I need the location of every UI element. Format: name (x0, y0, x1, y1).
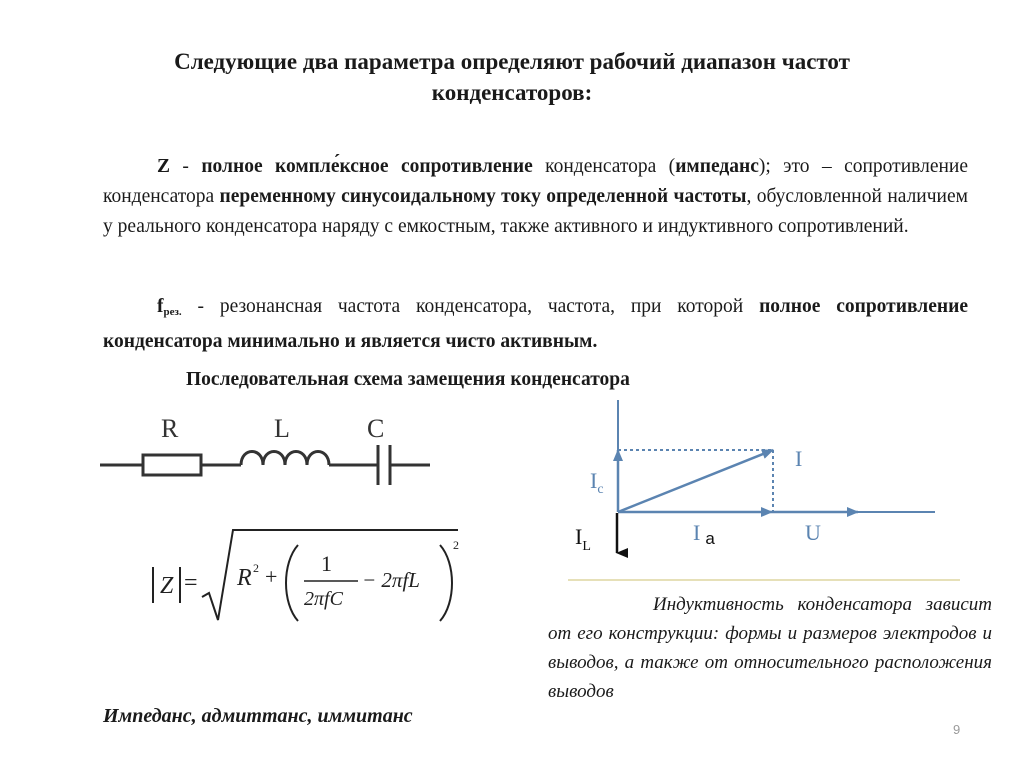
impedance-word: импеданс (675, 156, 759, 177)
i-label: I (795, 446, 803, 471)
equivalent-circuit-diagram (95, 405, 440, 515)
para1-text1: конденсатора ( (532, 156, 676, 177)
capacitor-label: C (367, 414, 385, 443)
slide-title-line1: Следующие два параметра определяют рабочий диапазон частот (174, 49, 850, 74)
f-symbol: f (157, 296, 164, 317)
resistor-symbol (143, 455, 201, 475)
ia-label: I a (693, 520, 715, 548)
formula-r: R (237, 565, 252, 591)
u-label: U (805, 520, 821, 545)
svg-text:+: + (265, 564, 278, 589)
page-number: 9 (953, 722, 961, 737)
vector-diagram (560, 395, 960, 590)
z-symbol: Z (157, 156, 171, 177)
il-label: $I_L$ (575, 524, 591, 554)
slide-title (60, 46, 964, 108)
para1-dash: - (170, 156, 202, 177)
inductor-symbol (241, 452, 329, 466)
para2-text1: - резонансная частота конденсатора, частота, при которой (181, 296, 760, 317)
formula-one: 1 (321, 551, 332, 576)
inductance-note (548, 590, 992, 706)
ac-current-term: переменному синусоидальному току определенной частоты (219, 186, 747, 207)
ic-label: $I_c$ (590, 468, 604, 497)
slide-title-line2: конденсаторов: (431, 80, 593, 105)
paren-left (286, 545, 298, 621)
formula-z: Z (160, 573, 174, 599)
formula-minus-term: − 2πfL (362, 568, 420, 592)
resonance-bold-text: полное сопротивление конденсатора минимально и является чисто активным. (103, 296, 968, 352)
inductor-label: L (274, 414, 290, 443)
i-vector (618, 450, 773, 512)
f-subscript: рез. (163, 306, 182, 318)
para1-text2: ); это – сопротивление конденсатора (103, 156, 968, 207)
formula-r-power: 2 (253, 561, 259, 575)
resistor-label: R (161, 414, 179, 443)
inductance-note-text: Индуктивность конденсатора зависит от его конструкции: формы и размеров электродов и выводов, а также от относительного расположения выводов (548, 594, 992, 702)
impedance-term: полное компле́ксное сопротивление (201, 156, 533, 177)
impedance-formula (140, 525, 480, 635)
formula-denominator: 2πfC (304, 588, 343, 610)
formula-equals: = (184, 570, 198, 596)
paren-right (440, 545, 452, 621)
terms-caption: Импеданс, адмиттанс, иммитанс (103, 705, 413, 727)
para1-text3: , обусловленной наличием у реального конденсатора наряду с емкостным, также активного и индуктивного сопротивлений. (103, 186, 968, 237)
impedance-paragraph (103, 152, 968, 242)
formula-outer-power: 2 (453, 538, 459, 552)
resonance-paragraph (103, 292, 968, 357)
scheme-title: Последовательная схема замещения конденсатора (186, 369, 630, 390)
